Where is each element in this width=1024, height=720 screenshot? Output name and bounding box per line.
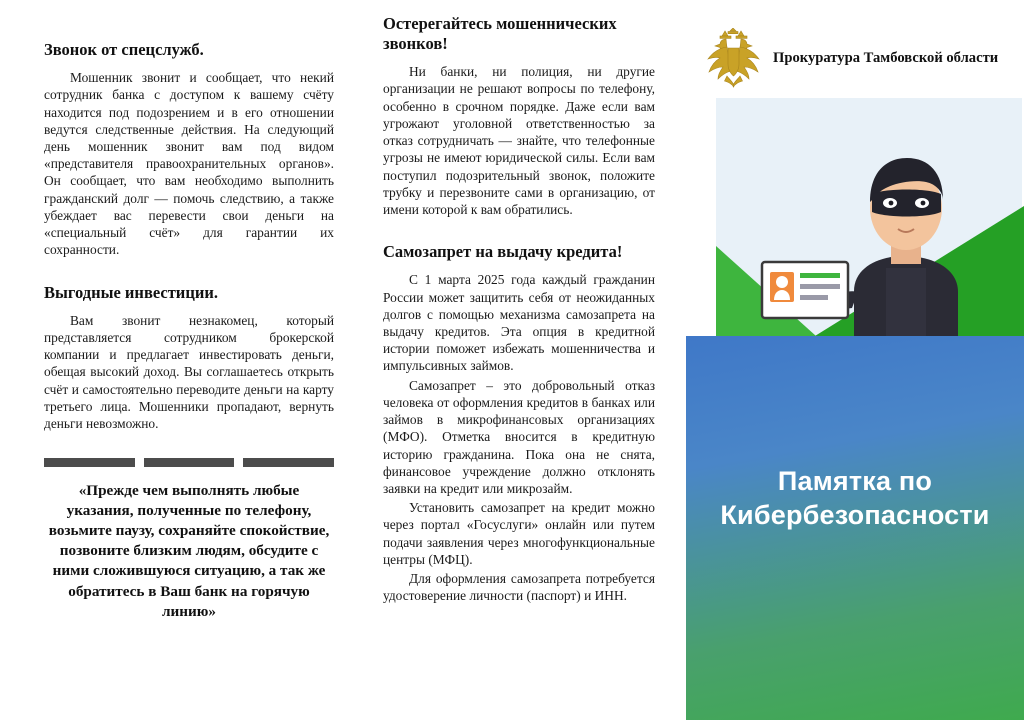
organization-name: Прокуратура Тамбовской области: [773, 49, 999, 66]
column-right: [686, 0, 1024, 720]
section-heading-investitsii: Выгодные инвестиции.: [44, 282, 218, 302]
section-paragraph: Мошенник звонит и сообщает, что некий сотрудник банка с доступом к вашему счёту находится под подозрением и в его отношении ведутся следственные действия. На следующий день мошенник звонит вам под видом «представителя правоохранительных органов». Он сообщает, что вам необходимо выполнить гражданский долг — помочь следствию, а также убеждает вас перевести свои деньги на «специальный счёт» для гарантии их сохранности.: [44, 70, 334, 258]
page-title: Памятка по Кибербезопасности: [720, 466, 990, 531]
divider-dash: [243, 458, 334, 467]
column-left: [44, 40, 334, 622]
section-heading-ostergaytes: Остерегайтесь мошеннических звонков!: [383, 14, 617, 54]
title-panel: [686, 336, 1024, 720]
section-paragraph: Для оформления самозапрета потребуется удостоверение личности (паспорт) и ИНН.: [383, 571, 655, 604]
section-paragraph: Вам звонит незнакомец, который представляется сотрудником брокерской компании и предлагает инвестировать деньги, обещая высокий доход. Вы соглашаетесь открыть счёт и самостоятельно переводите деньги на карту третьего лица. Мошенники пропадают, вернуть деньги невозможно.: [44, 312, 334, 431]
dashed-divider: [44, 458, 334, 467]
section-heading-samozapret: Самозапрет на выдачу кредита!: [383, 242, 623, 262]
callout-quote: «Прежде чем выполнять любые указания, полученные по телефону, возьмите паузу, сохраняйте спокойствие, позвоните близким людям, обсудите с ними сложившуюся ситуацию, а так же обратитесь в Ваш банк на горячую линию»: [48, 482, 330, 620]
double-headed-eagle-emblem-icon: [702, 28, 764, 88]
section-paragraph: Ни банки, ни полиция, ни другие организации не решают вопросы по телефону, особенно в срочном порядке. Даже если вам угрожают уголовной ответственностью за отказ сотрудничать — знайте, что телефонные угрозы не имеют юридической силы. Если вам поступил подозрительный звонок, положите трубку и перезвоните сами в организацию, от имени которой к вам обратились.: [383, 64, 655, 217]
section-paragraph: С 1 марта 2025 года каждый гражданин России может защитить себя от неожиданных долгов с помощью механизма самозапрета на выдачу кредитов. Эта опция в кредитной истории поможет избежать мошенничества и импульсивных займов.: [383, 272, 655, 374]
column-middle: [383, 14, 655, 607]
divider-dash: [44, 458, 135, 467]
organization-header: [686, 26, 1024, 90]
section-paragraph: Установить самозапрет на кредит можно через портал «Госуслуги» онлайн или путем подачи заявления через многофункциональные центры (МФЦ).: [383, 500, 655, 567]
hacker-with-id-card-illustration-icon: [686, 96, 1024, 356]
divider-dash: [144, 458, 235, 467]
hero-illustration: [686, 96, 1024, 356]
section-paragraph: Самозапрет – это добровольный отказ человека от оформления кредитов в банках или займов в микрофинансовых организациях (МФО). Отметка вносится в кредитную историю гражданина. Пока она не снята, финансовое учреждение должно отклонять заявки на кредит или микрозайм.: [383, 377, 655, 496]
spacer: [44, 261, 334, 283]
spacer: [383, 220, 655, 242]
section-heading-spetssluzhb: Звонок от спецслужб.: [44, 40, 204, 59]
